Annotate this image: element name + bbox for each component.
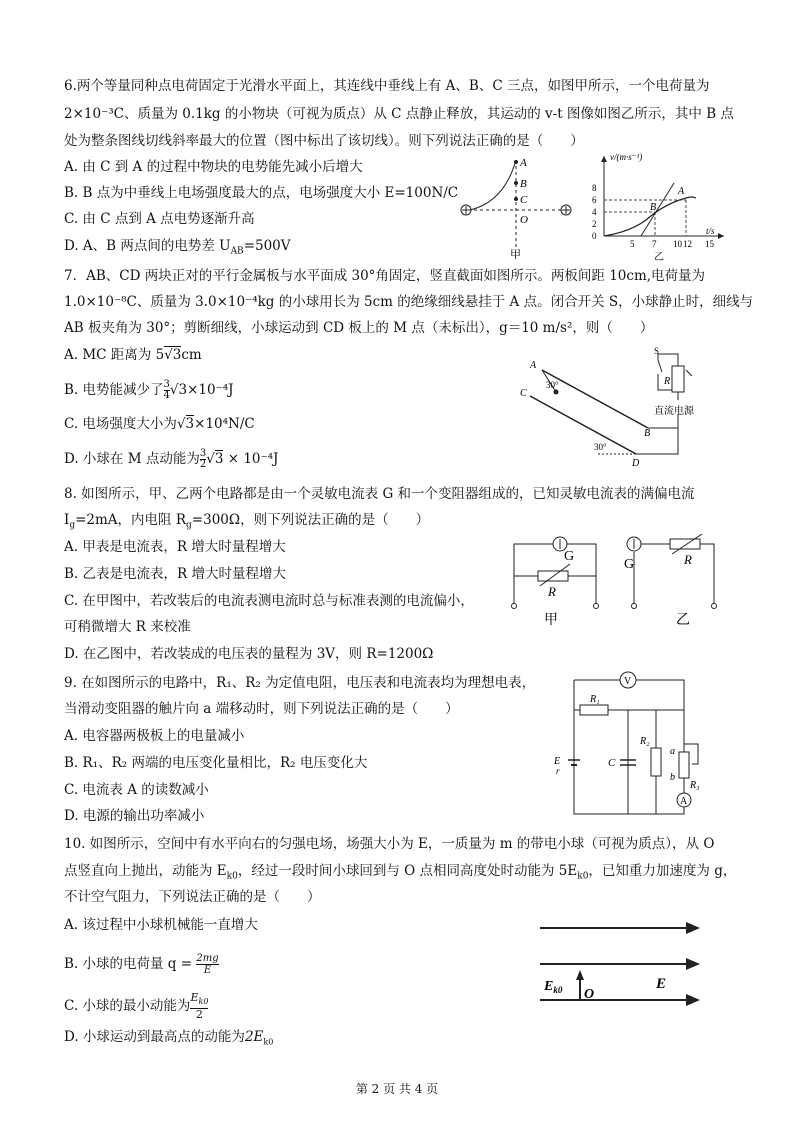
q8-yi-r: R bbox=[684, 552, 692, 567]
q6-xtick: 7 bbox=[652, 239, 657, 249]
q9-label-e: E bbox=[554, 756, 561, 767]
q8-option-a: A. 甲表是电流表，R 增大时量程增大 bbox=[64, 539, 286, 555]
q8-line1: 8. 如图所示，甲、乙两个电路都是由一个灵敏电流表 G 和一个变阻器组成的，已知灵敏电流表的满偏电流 bbox=[64, 486, 695, 502]
q8-yi-g: G bbox=[624, 557, 635, 572]
q7-angle-2: 30° bbox=[594, 442, 607, 452]
q6-ytick: 2 bbox=[592, 219, 597, 229]
q10-line1: 10. 如图所示，空间中有水平向右的匀强电场，场强大小为 E，一质量为 m 的带电小球（可视为质点），从 O bbox=[64, 836, 715, 852]
q9-line2: 当滑动变阻器的触片向 a 端移动时，则下列说法正确的是（ ） bbox=[64, 701, 459, 717]
q8-option-b: B. 乙表是电流表，R 增大时量程增大 bbox=[64, 566, 286, 582]
q6-line3: 处为整条图线切线斜率最大的位置（图中标出了该切线）。则下列说法正确的是（ ） bbox=[64, 133, 584, 149]
q7-switch-s: S bbox=[654, 346, 660, 356]
q9-label-b: b bbox=[670, 772, 675, 783]
q6-line1: 6.两个等量同种点电荷固定于光滑水平面上，其连线中垂线上有 A、B、C 三点，如图甲所示，一个电荷量为 bbox=[64, 78, 710, 94]
q9-label-r2: R₂ bbox=[640, 736, 650, 747]
q8-caption-jia: 甲 bbox=[544, 613, 558, 628]
q9-option-b: B. R₁、R₂ 两端的电压变化量相比，R₂ 电压变化大 bbox=[64, 755, 368, 771]
q9-label-c: C bbox=[608, 757, 616, 769]
q10-line2: 点竖直向上抛出，动能为 $E_{k0}$，经过一段时间小球回到与 O 点相同高度处时动能为 $5E_{k0}$，已知重力加速度为 g， bbox=[64, 863, 737, 882]
q9-label-a: a bbox=[670, 746, 675, 757]
q10-option-d: D. 小球运动到最高点的动能为$2E_{k0}$ bbox=[64, 1029, 274, 1047]
q8-option-d: D. 在乙图中，若改装成的电压表的量程为 3V，则 R=1200Ω bbox=[64, 646, 434, 662]
q6-ytick: 0 bbox=[592, 231, 597, 241]
q7-angle-1: 30° bbox=[546, 380, 559, 390]
q10-option-c: C. 小球的最小动能为 $\frac{E_{k0}}{2}$ bbox=[64, 991, 209, 1022]
q6-label-c: C bbox=[520, 194, 528, 206]
q10-line3: 不计空气阻力，下列说法正确的是（ ） bbox=[64, 889, 321, 905]
q8-line2: $I_g=2mA$，内电阻 $R_g=300\Omega$，则下列说法正确的是（ ） bbox=[64, 512, 430, 531]
q8-caption-yi: 乙 bbox=[676, 613, 690, 628]
q10-figure bbox=[536, 912, 716, 1012]
q7-option-c: C. 电场强度大小为√3×10⁴N/C bbox=[64, 416, 255, 432]
q6-curve-label-b: B bbox=[650, 202, 657, 213]
q7-option-d: D. 小球在 M 点动能为 $\frac{3}{2}$ √3 × 10⁻⁴J bbox=[64, 448, 279, 470]
q7-option-b: B. 电势能减少了 $\frac{3}{4}$ √3×10⁻⁴J bbox=[64, 379, 234, 401]
q6-ytick: 8 bbox=[592, 183, 597, 193]
q6-line2: 2×10⁻³C、质量为 0.1kg 的小物块（可视为质点）从 C 点静止释放，其运动的 v-t 图像如图乙所示，其中 B 点 bbox=[64, 106, 734, 122]
q6-xtick: 15 bbox=[705, 239, 714, 249]
q7-line2: 1.0×10⁻⁸C、质量为 3.0×10⁻⁴kg 的小球用长为 5cm 的绝缘细线悬挂于 A 点。闭合开关 S，小球静止时，细线与 bbox=[64, 294, 754, 310]
q9-option-d: D. 电源的输出功率减小 bbox=[64, 808, 205, 824]
q9-option-a: A. 电容器两极板上的电量减小 bbox=[64, 728, 245, 744]
q8-jia-g: G bbox=[564, 549, 575, 564]
q7-power-source: 直流电源 bbox=[654, 406, 694, 417]
q6-option-b: B. B 点为中垂线上电场强度最大的点，电场强度大小 E=100N/C bbox=[64, 185, 459, 201]
q6-ytick: 6 bbox=[592, 195, 597, 205]
q9-ammeter-a: A bbox=[680, 796, 688, 807]
q9-option-c: C. 电流表 A 的读数减小 bbox=[64, 782, 209, 798]
q8-option-c2: 可稍微增大 R 来校准 bbox=[64, 619, 191, 635]
q6-ytick: 4 bbox=[592, 207, 597, 217]
q8-jia-r: R bbox=[548, 584, 556, 599]
q6-label-b: B bbox=[520, 178, 527, 190]
q7-label-d: D bbox=[632, 458, 640, 469]
q10-label-e: E bbox=[656, 976, 667, 992]
q7-line3: AB 板夹角为 30°；剪断细线，小球运动到 CD 板上的 M 点（未标出），g＝10 m/s²，则（ ） bbox=[64, 320, 654, 336]
q10-option-a: A. 该过程中小球机械能一直增大 bbox=[64, 917, 258, 933]
q10-option-b: B. 小球的电荷量 q = $\frac{2mg}{E}$ bbox=[64, 953, 219, 976]
q6-xtick: 10 bbox=[673, 239, 682, 249]
q6-option-c: C. 由 C 点到 A 点电势逐渐升高 bbox=[64, 211, 255, 227]
q9-voltmeter-v: V bbox=[624, 676, 632, 687]
q6-caption-jia: 甲 bbox=[510, 249, 521, 261]
q7-figure bbox=[508, 340, 708, 470]
q9-line1: 9. 在如图所示的电路中，R₁、R₂ 为定值电阻，电压表和电流表均为理想电表， bbox=[64, 675, 536, 691]
q8-figure bbox=[504, 534, 754, 634]
q6-xtick: 12 bbox=[683, 239, 692, 249]
q6-ylabel: v/(m·s⁻¹) bbox=[610, 152, 643, 162]
q6-option-a: A. 由 C 到 A 的过程中物块的电势能先减小后增大 bbox=[64, 159, 363, 175]
q6-curve-label-a: A bbox=[678, 186, 685, 197]
q7-label-b: B bbox=[644, 428, 651, 439]
q8-option-c1: C. 在甲图中，若改装后的电流表测电流时总与标准表测的电流偏小， bbox=[64, 593, 474, 609]
q6-figure-jia bbox=[456, 152, 580, 262]
q10-label-ek0: $E_{k0}$ bbox=[544, 979, 563, 995]
q10-label-o: O bbox=[584, 987, 595, 1002]
q6-label-o: O bbox=[520, 214, 528, 226]
q9-figure bbox=[544, 664, 704, 824]
q7-resistor-r: R bbox=[664, 376, 671, 387]
q9-label-r1: R₁ bbox=[590, 694, 600, 705]
q6-xlabel: t/s bbox=[706, 226, 715, 236]
q6-xtick: 5 bbox=[630, 239, 635, 249]
q9-label-r: r bbox=[556, 766, 560, 776]
q7-label-c: C bbox=[520, 388, 527, 399]
q7-line1: 7．AB、CD 两块正对的平行金属板与水平面成 30°角固定，竖直截面如图所示。两板间距 10cm,电荷量为 bbox=[64, 268, 706, 284]
q7-option-a: A. MC 距离为 5√3cm bbox=[64, 347, 202, 363]
page-footer: 第 2 页 共 4 页 bbox=[355, 1082, 439, 1096]
q6-figure-yi bbox=[584, 148, 732, 264]
q6-caption-yi: 乙 bbox=[654, 252, 664, 263]
q9-label-r3: R₃ bbox=[690, 780, 700, 791]
q6-label-a: A bbox=[520, 157, 527, 169]
q6-option-d: D. A、B 两点间的电势差 $U_{AB}=500V$ bbox=[64, 238, 291, 257]
q7-label-a: A bbox=[530, 360, 537, 371]
